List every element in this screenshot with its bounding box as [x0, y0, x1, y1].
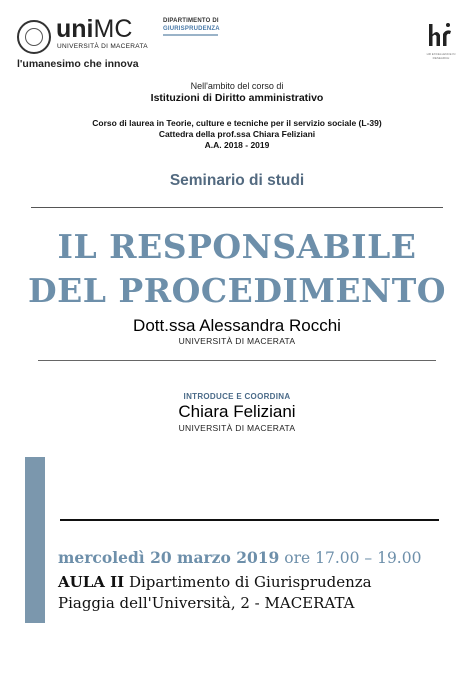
event-address: Piaggia dell'Università, 2 - MACERATA — [58, 594, 355, 612]
department-underline — [163, 34, 218, 36]
accent-bar — [25, 457, 45, 623]
speaker-name: Dott.ssa Alessandra Rocchi — [133, 316, 341, 335]
divider — [38, 360, 436, 361]
logo-subtitle: UNIVERSITÀ DI MACERATA — [57, 43, 148, 50]
speaker-affiliation: UNIVERSITÀ DI MACERATA — [178, 336, 296, 346]
department-label: DIPARTIMENTO DI — [163, 18, 219, 24]
event-datetime — [58, 548, 421, 567]
logo-uni-text: uni — [56, 15, 94, 43]
hr-logo-caption: HR EXCELLENCE IN RESEARCH — [426, 52, 456, 60]
motto: l'umanesimo che innova — [17, 58, 139, 70]
course-name: Istituzioni di Diritto amministrativo — [150, 92, 324, 104]
event-room: AULA II — [58, 573, 125, 591]
event-time: ore 17.00 – 19.00 — [279, 549, 422, 567]
chair: Cattedra della prof.ssa Chiara Feliziani — [158, 129, 316, 139]
seminar-title-line2: DEL PROCEDIMENTO — [27, 271, 447, 310]
event-venue: Dipartimento di Giurisprudenza — [124, 573, 372, 591]
department-name: GIURISPRUDENZA — [163, 26, 220, 32]
coordinator-name: Chiara Feliziani — [178, 402, 296, 421]
course-intro: Nell'ambito del corso di — [190, 81, 284, 91]
degree-course: Corso di laurea in Teorie, culture e tecniche per il servizio sociale (L-39) — [92, 118, 382, 128]
logo-mc-text: MC — [93, 15, 133, 43]
hr-excellence-icon — [427, 20, 453, 50]
university-seal-icon — [17, 20, 51, 54]
seminar-type: Seminario di studi — [169, 172, 305, 189]
intro-label: INTRODUCE E COORDINA — [183, 392, 291, 401]
divider — [31, 207, 443, 208]
academic-year: A.A. 2018 - 2019 — [204, 140, 270, 150]
seminar-title-line1: IL RESPONSABILE — [57, 227, 417, 266]
event-date: mercoledì 20 marzo 2019 — [58, 548, 280, 567]
divider — [60, 519, 439, 521]
coordinator-affiliation: UNIVERSITÀ DI MACERATA — [178, 423, 296, 433]
unimc-logo — [56, 17, 132, 42]
event-location — [58, 573, 372, 591]
